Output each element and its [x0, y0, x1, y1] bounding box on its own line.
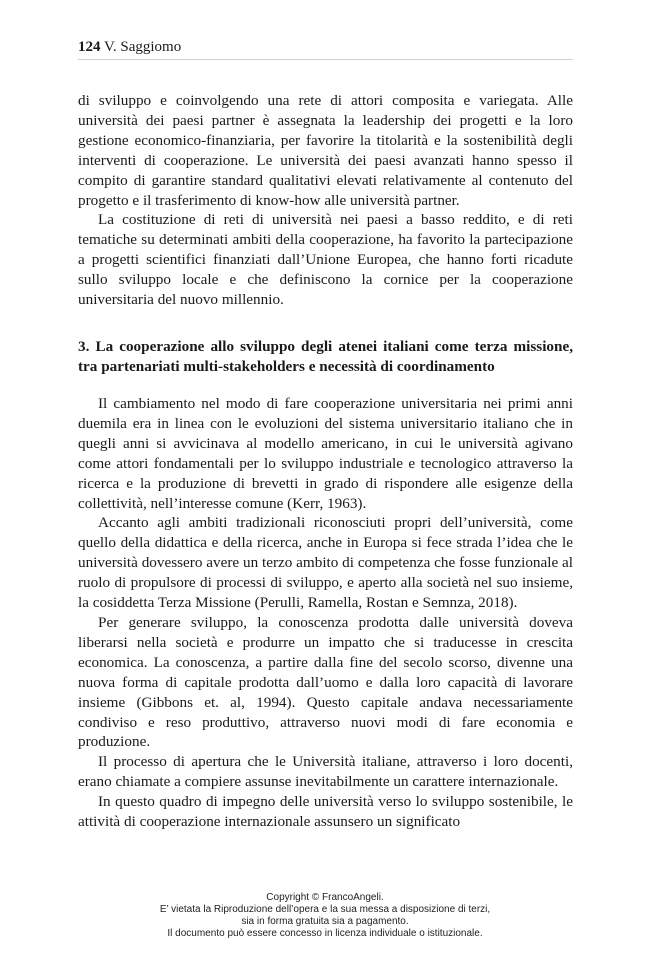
footer-line: E’ vietata la Riproduzione dell’opera e la sua messa a disposizione di terzi,: [159, 904, 491, 915]
paragraph: Il processo di apertura che le Università italiane, attraverso i loro docenti, erano chiamate a compiere assunse inevitabilmente un carattere internazionale.: [78, 753, 573, 791]
paragraph: La costituzione di reti di università nei paesi a basso reddito, e di reti tematiche su determinati ambiti della cooperazione, ha favorito la partecipazione a progetti scientifici finanziati dall’Unione Europea, che hanno forti ricadute sullo sviluppo locale e che definiscono la cornice per la cooperazione universitaria del nuovo millennio.: [78, 211, 573, 309]
paragraph-continuation: di sviluppo e coinvolgendo una rete di attori composita e variegata. Alle università dei paesi partner è assegnata la leadership dei progetti e la loro gestione economico-finanziaria, per favorire la titolarità e la sostenibilità degli interventi di cooperazione. Le università dei paesi avanzati hanno spesso il compito di garantire standard qualitativi elevati relativamente al contenuto del progetto e il trasferimento di know-how alle università partner.: [78, 92, 573, 209]
top-text-block: [78, 91, 573, 310]
running-head-author: V. Saggiomo: [103, 39, 182, 55]
footer-line: sia in forma gratuita sia a pagamento.: [241, 916, 409, 927]
section-heading: 3. La cooperazione allo sviluppo degli atenei italiani come terza missione, tra partenariati multi-stakeholders e necessità di coordinamento: [78, 338, 573, 375]
footer-line: Copyright © FrancoAngeli.: [266, 892, 384, 903]
paragraph: In questo quadro di impegno delle università verso lo sviluppo sostenibile, le attività di cooperazione internazionale assunsero un significato: [78, 793, 573, 831]
page-number: 124: [78, 39, 101, 55]
copyright-footer: [0, 892, 650, 940]
running-head: [78, 38, 573, 60]
paragraph: Per generare sviluppo, la conoscenza prodotta dalle università doveva liberarsi nella società e produrre un impatto che si traducesse in crescita economica. La conoscenza, a partire dalla fine del secolo scorso, divenne una nuova forma di capitale prodotta dall’uomo e dalla loro capacità di lavorare insieme (Gibbons et. al, 1994). Questo capitale andava necessariamente condiviso e reso produttivo, attraverso nuovi modi di fare economia e produzione.: [78, 613, 573, 751]
footer-line: Il documento può essere concesso in licenza individuale o istituzionale.: [167, 928, 483, 939]
section-3-text-block: [78, 394, 573, 832]
paragraph: Accanto agli ambiti tradizionali riconosciuti propri dell’università, come quello della didattica e della ricerca, anche in Europa si fece strada l’idea che le università dovessero avere un terzo ambito di competenza che fosse funzionale al ruolo di propulsore di processi di sviluppo, e aperto alla società nel suo insieme, la cosiddetta Terza Missione (Perulli, Ramella, Rostan e Semnza, 2018).: [78, 514, 573, 612]
paragraph: Il cambiamento nel modo di fare cooperazione universitaria nei primi anni duemila era in linea con le evoluzioni del sistema universitario italiano che in quegli anni si avvicinava al modello americano, in cui le università agivano come attori fondamentali per lo sviluppo industriale e tecnologico attraverso la ricerca e la produzione di brevetti in grado di rispondere alle esigenze della collettività, nell’interesse comune (Kerr, 1963).: [78, 395, 573, 512]
